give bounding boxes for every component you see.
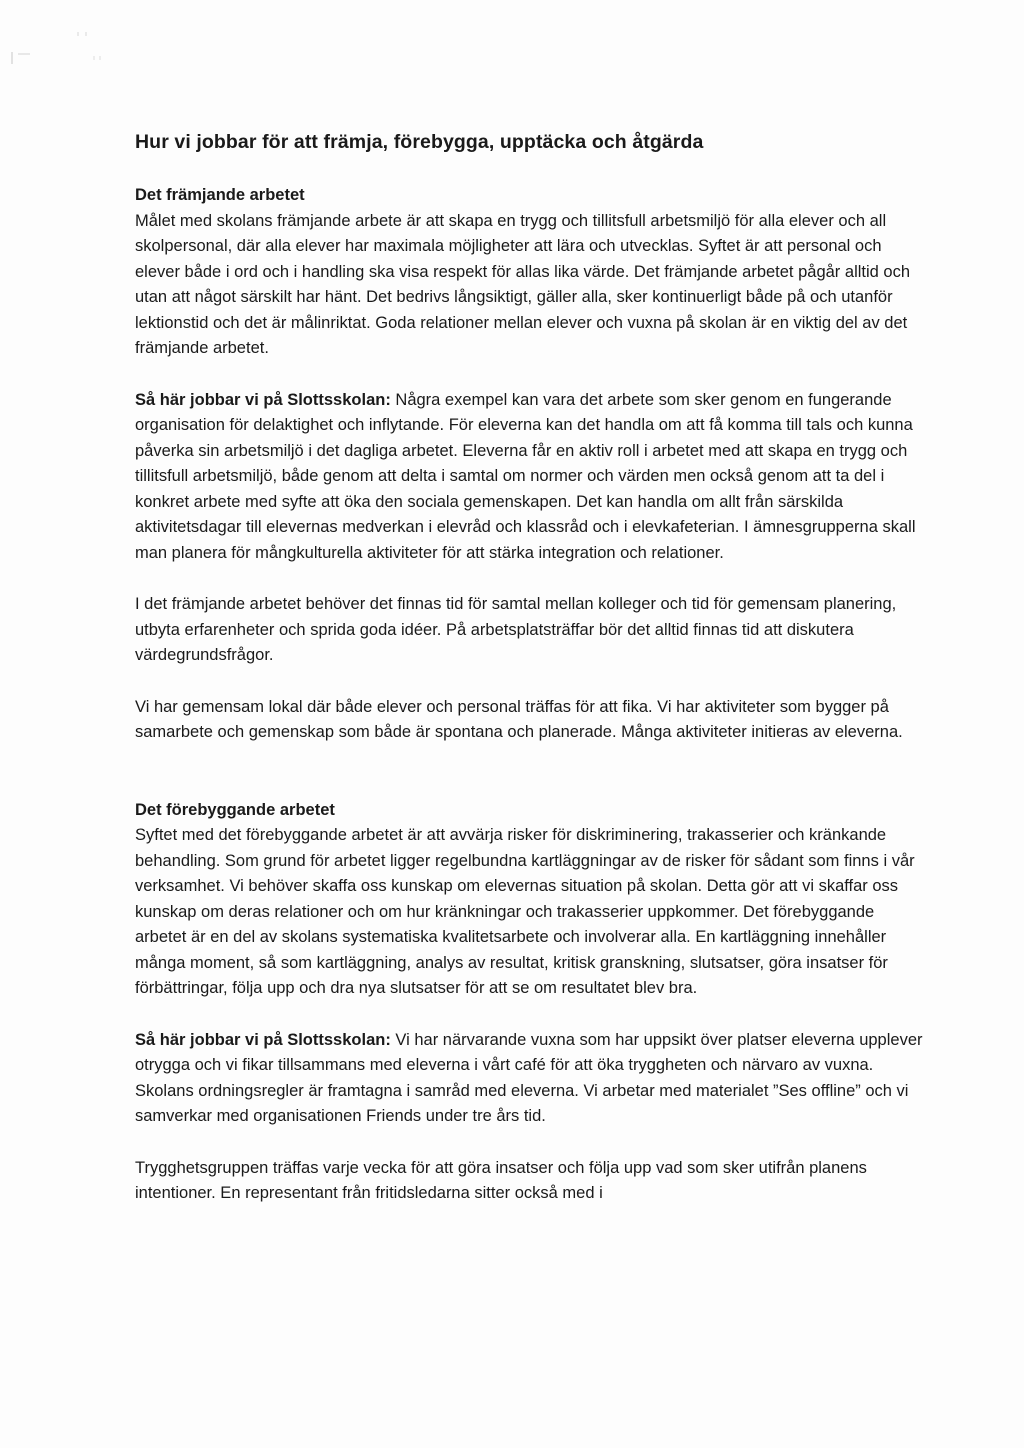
paragraph: I det främjande arbetet behöver det finnas tid för samtal mellan kolleger och tid för gemensam planering, utbyta erfarenheter och sprida goda idéer. På arbetsplatsträffar bör det alltid finnas tid att diskutera värdegrundsfrågor. (135, 595, 897, 664)
section-framjande (135, 183, 925, 746)
paragraph: Vi har gemensam lokal där både elever och personal träffas för att fika. Vi har aktiviteter som bygger på samarbete och gemenskap som både är spontana och planerade. Många aktiviteter initieras av eleverna. (135, 697, 903, 741)
document-content (135, 128, 925, 1207)
document-title: Hur vi jobbar för att främja, förebygga, upptäcka och åtgärda (135, 131, 704, 153)
paragraph-body: Några exempel kan vara det arbete som sker genom en fungerande organisation för delaktighet och inflytande. För eleverna kan det handla om att få komma till tals och kunna påverka sin arbetsmiljö i det dagliga arbetet. Eleverna får en aktiv roll i arbetet med att skapa en trygg och tillitsfull arbetsmiljö, både genom att delta i samtal om normer och värden men också genom att ta del i konkret arbete med syfte att öka den sociala gemenskapen. Det kan handla om allt från särskilda aktivitetsdagar till elevernas medverkan i elevråd och klassråd och i elevkafeterian. I ämnesgrupperna skall man planera för mångkulturella aktiviteter för att stärka integration och relationer. (135, 390, 916, 562)
lead-text: Så här jobbar vi på Slottsskolan: (135, 1030, 391, 1049)
paragraph: Syftet med det förebyggande arbetet är att avvärja risker för diskriminering, trakasserier och kränkande behandling. Som grund för arbetet ligger regelbundna kartläggningar av de risker för sådant som finns i vår verksamhet. Vi behöver skaffa oss kunskap om elevernas situation på skolan. Detta gör att vi skaffar oss kunskap om deras relationer och om hur kränkningar och trakasserier uppkommer. Det förebyggande arbetet är en del av skolans systematiska kvalitetsarbete och involverar alla. En kartläggning innehåller många moment, så som kartläggning, analys av resultat, kritisk granskning, slutsatser, göra insatser för förbättringar, följa upp och dra nya slutsatser för att se om resultatet blev bra. (135, 826, 915, 997)
paragraph-with-lead (135, 388, 925, 567)
paragraph-body: Vi har närvarande vuxna som har uppsikt över platser eleverna upplever otrygga och vi fikar tillsammans med eleverna i vårt café för att öka tryggheten och närvaro av vuxna. Skolans ordningsregler är framtagna i samråd med eleverna. Vi arbetar med materialet ”Ses offline” och vi samverkar med organisationen Friends under tre års tid. (135, 1030, 923, 1125)
lead-text: Så här jobbar vi på Slottsskolan: (135, 390, 391, 409)
scan-artifact (8, 30, 118, 90)
paragraph: Trygghetsgruppen träffas varje vecka för att göra insatser och följa upp vad som sker utifrån planens intentioner. En representant från fritidsledarna sitter också med i (135, 1158, 867, 1202)
section-heading: Det förebyggande arbetet (135, 800, 335, 819)
paragraph-with-lead (135, 1028, 925, 1130)
section-heading: Det främjande arbetet (135, 186, 305, 204)
paragraph: Målet med skolans främjande arbete är att skapa en trygg och tillitsfull arbetsmiljö för alla elever och all skolpersonal, där alla elever har maximala möjligheter att lära och utvecklas. Syftet är att personal och elever både i ord och i handling ska visa respekt för allas lika värde. Det främjande arbetet pågår alltid och utan att något särskilt har hänt. Det bedrivs långsiktigt, gäller alla, sker kontinuerligt både på och utanför lektionstid och det är målinriktat. Goda relationer mellan elever och vuxna på skolan är en viktig del av det främjande arbetet. (135, 211, 911, 357)
section-forebyggande (135, 798, 925, 1207)
